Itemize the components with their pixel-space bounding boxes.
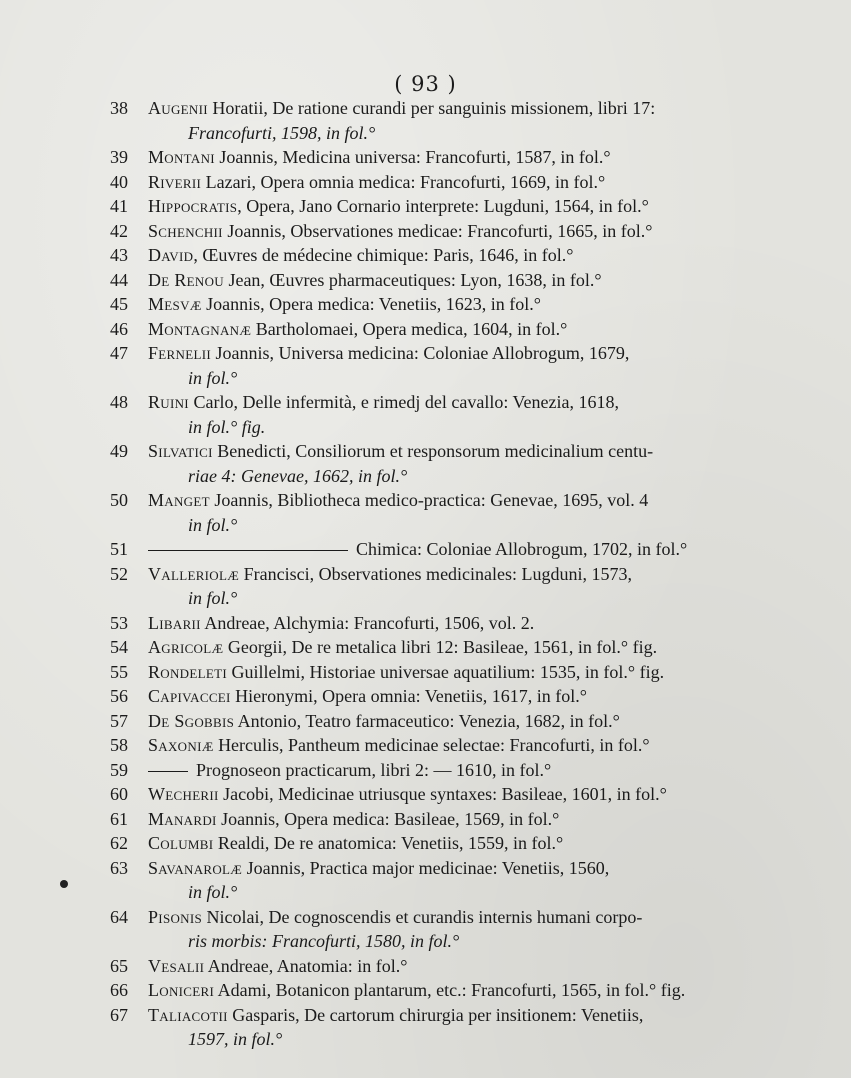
author-name: Montagnanæ: [148, 318, 252, 339]
bibliography-entry: [110, 905, 830, 954]
entry-text: Joannis, Observationes medicae: Francofurti, 1665, in fol.°: [222, 220, 653, 241]
entry-line: [148, 268, 830, 293]
bibliography-entry: [110, 684, 830, 709]
entry-number: 41: [110, 196, 128, 216]
entry-number: 50: [110, 490, 128, 510]
entry-text: Lazari, Opera omnia medica: Francofurti, 1669, in fol.°: [201, 171, 606, 192]
bibliography-entry: [110, 145, 830, 170]
author-name: Augenii: [148, 98, 208, 118]
author-name: Valleriolæ: [148, 563, 240, 584]
entry-continuation: ris morbis: Francofurti, 1580, in fol.°: [188, 931, 460, 951]
entry-text: Herculis, Pantheum medicinae selectae: Francofurti, in fol.°: [213, 735, 650, 755]
entry-line: [148, 807, 830, 832]
bibliography-entry: [110, 194, 830, 219]
ditto-dash: [148, 550, 348, 551]
ink-mark: [60, 880, 68, 888]
entry-text: Prognoseon practicarum, libri 2: — 1610, in fol.°: [196, 759, 552, 780]
entry-number: 54: [110, 637, 128, 657]
bibliography-entry: [110, 243, 830, 268]
entry-line: [148, 488, 830, 513]
author-name: Schenchii: [148, 220, 223, 241]
entry-text: , Œuvres de médecine chimique: Paris, 1646, in fol.°: [193, 245, 574, 265]
entry-line: [148, 831, 830, 856]
entry-number: 49: [110, 441, 128, 461]
entry-line: [148, 660, 830, 685]
page-number: ( 93 ): [394, 72, 457, 96]
author-name: Taliacotii: [148, 1004, 228, 1025]
entry-line: [148, 390, 830, 415]
author-name: Savanarolæ: [148, 857, 243, 878]
author-name: Manget: [148, 490, 210, 510]
entry-number: 53: [110, 612, 128, 633]
entry-text: Adami, Botanicon plantarum, etc.: Francofurti, 1565, in fol.° fig.: [214, 980, 686, 1000]
entry-line: [148, 733, 830, 758]
bibliography-entry: [110, 954, 830, 979]
author-name: Manardi: [148, 808, 217, 829]
bibliography-entry: [110, 488, 830, 537]
author-name: Pisonis: [148, 906, 203, 927]
ditto-dash: [148, 771, 188, 772]
bibliography-entry: [110, 733, 830, 758]
bibliography-entry: [110, 611, 830, 636]
entry-line: [148, 317, 830, 342]
author-name: De Sgobbis: [148, 710, 235, 731]
entry-line: [148, 145, 830, 170]
entry-text: Joannis, Bibliotheca medico-practica: Genevae, 1695, vol. 4: [209, 490, 649, 510]
bibliography-entry: [110, 390, 830, 439]
entry-number: 66: [110, 980, 128, 1000]
entry-text: Andreae, Alchymia: Francofurti, 1506, vol. 2.: [200, 612, 535, 633]
entry-line: [148, 954, 830, 979]
entry-number: 45: [110, 294, 128, 314]
entry-number: 48: [110, 392, 128, 412]
entry-line: [148, 96, 830, 121]
bibliography-entry: [110, 807, 830, 832]
entry-text: Realdi, De re anatomica: Venetiis, 1559, in fol.°: [213, 833, 564, 853]
entry-line: [148, 537, 830, 562]
bibliography-entry: [110, 856, 830, 905]
author-name: Hippocratis: [148, 196, 238, 216]
entry-text: Benedicti, Consiliorum et responsorum medicinalium centu-: [212, 441, 654, 461]
author-name: David: [148, 245, 194, 265]
bibliography-entry: [110, 1003, 830, 1052]
entry-number: 65: [110, 955, 128, 976]
entry-line: [148, 341, 830, 366]
entry-line: [148, 758, 830, 783]
entry-text: Horatii, De ratione curandi per sanguinis missionem, libri 17:: [207, 98, 656, 118]
entry-number: 63: [110, 857, 128, 878]
entry-continuation: in fol.°: [188, 588, 238, 608]
entry-text: Chimica: Coloniae Allobrogum, 1702, in fol.°: [356, 539, 688, 559]
entry-number: 58: [110, 735, 128, 755]
entry-continuation: in fol.° fig.: [188, 416, 266, 437]
entry-line: [148, 978, 830, 1003]
entry-text: Joannis, Medicina universa: Francofurti, 1587, in fol.°: [214, 147, 611, 167]
entry-number: 67: [110, 1004, 128, 1025]
entry-line: [148, 856, 830, 881]
entry-line: [148, 292, 830, 317]
bibliography-entry: [110, 635, 830, 660]
bibliography-list: [110, 96, 830, 1052]
entry-text: Joannis, Opera medica: Basileae, 1569, in fol.°: [216, 808, 560, 829]
bibliography-entry: [110, 96, 830, 145]
entry-text: Antonio, Teatro farmaceutico: Venezia, 1682, in fol.°: [234, 710, 620, 731]
entry-text: Joannis, Practica major medicinae: Venetiis, 1560,: [242, 857, 610, 878]
author-name: Rondeleti: [148, 661, 227, 682]
entry-text: Carlo, Delle infermità, e rimedj del cavallo: Venezia, 1618,: [188, 392, 619, 412]
entry-number: 47: [110, 343, 128, 363]
author-name: Loniceri: [148, 980, 215, 1000]
entry-number: 44: [110, 269, 128, 290]
entry-text: Francisci, Observationes medicinales: Lugduni, 1573,: [239, 563, 633, 584]
entry-line: [148, 611, 830, 636]
entry-number: 59: [110, 759, 128, 780]
entry-line: [148, 684, 830, 709]
entry-line: [148, 562, 830, 587]
bibliography-entry: [110, 562, 830, 611]
author-name: Agricolæ: [148, 637, 224, 657]
author-name: Columbi: [148, 833, 214, 853]
bibliography-entry: [110, 439, 830, 488]
bibliography-entry: [110, 709, 830, 734]
bibliography-entry: [110, 219, 830, 244]
bibliography-entry: [110, 537, 830, 562]
author-name: Montani: [148, 147, 215, 167]
author-name: Vesalii: [148, 955, 205, 976]
entry-number: 52: [110, 563, 128, 584]
bibliography-entry: [110, 170, 830, 195]
author-name: Capivaccei: [148, 686, 231, 706]
author-name: Saxoniæ: [148, 735, 214, 755]
entry-text: Andreae, Anatomia: in fol.°: [204, 955, 408, 976]
entry-number: 46: [110, 318, 128, 339]
entry-line: [148, 219, 830, 244]
entry-line: [148, 635, 830, 660]
entry-line: [148, 439, 830, 464]
entry-continuation: in fol.°: [188, 367, 238, 388]
entry-number: 60: [110, 784, 128, 804]
entry-number: 43: [110, 245, 128, 265]
entry-continuation: riae 4: Genevae, 1662, in fol.°: [188, 465, 408, 486]
entry-continuation: 1597, in fol.°: [188, 1029, 283, 1049]
entry-text: Jacobi, Medicinae utriusque syntaxes: Basileae, 1601, in fol.°: [218, 784, 667, 804]
entry-continuation: in fol.°: [188, 514, 238, 535]
bibliography-entry: [110, 317, 830, 342]
bibliography-entry: [110, 758, 830, 783]
entry-text: Nicolai, De cognoscendis et curandis internis humani corpo-: [202, 906, 643, 927]
entry-line: [148, 194, 830, 219]
entry-line: [148, 170, 830, 195]
author-name: Mesvæ: [148, 294, 202, 314]
author-name: Wecherii: [148, 784, 219, 804]
bibliography-entry: [110, 660, 830, 685]
entry-number: 39: [110, 147, 128, 167]
entry-text: Guillelmi, Historiae universae aquatilium: 1535, in fol.° fig.: [226, 661, 665, 682]
entry-number: 57: [110, 710, 128, 731]
entry-number: 40: [110, 171, 128, 192]
author-name: Silvatici: [148, 441, 213, 461]
author-name: Fernelii: [148, 343, 211, 363]
entry-text: Bartholomaei, Opera medica, 1604, in fol.°: [251, 318, 568, 339]
entry-number: 61: [110, 808, 128, 829]
bibliography-entry: [110, 292, 830, 317]
author-name: Riverii: [148, 171, 202, 192]
entry-line: [148, 709, 830, 734]
entry-text: Joannis, Universa medicina: Coloniae Allobrogum, 1679,: [210, 343, 630, 363]
entry-text: , Opera, Jano Cornario interprete: Lugduni, 1564, in fol.°: [237, 196, 649, 216]
entry-line: [148, 1003, 830, 1028]
entry-text: Gasparis, De cartorum chirurgia per insitionem: Venetiis,: [227, 1004, 644, 1025]
bibliography-entry: [110, 831, 830, 856]
entry-continuation: Francofurti, 1598, in fol.°: [188, 122, 376, 143]
entry-line: [148, 243, 830, 268]
entry-number: 64: [110, 906, 128, 927]
entry-text: Jean, Œuvres pharmaceutiques: Lyon, 1638, in fol.°: [223, 269, 602, 290]
entry-line: [148, 905, 830, 930]
author-name: Ruini: [148, 392, 189, 412]
entry-text: Hieronymi, Opera omnia: Venetiis, 1617, in fol.°: [230, 686, 587, 706]
entry-number: 56: [110, 686, 128, 706]
bibliography-entry: [110, 978, 830, 1003]
bibliography-entry: [110, 341, 830, 390]
entry-text: Joannis, Opera medica: Venetiis, 1623, in fol.°: [201, 294, 541, 314]
author-name: Libarii: [148, 612, 201, 633]
author-name: De Renou: [148, 269, 224, 290]
entry-text: Georgii, De re metalica libri 12: Basileae, 1561, in fol.° fig.: [223, 637, 658, 657]
entry-number: 42: [110, 220, 128, 241]
entry-line: [148, 782, 830, 807]
entry-continuation: in fol.°: [188, 882, 238, 902]
entry-number: 38: [110, 98, 128, 118]
entry-number: 62: [110, 833, 128, 853]
bibliography-entry: [110, 268, 830, 293]
entry-number: 51: [110, 539, 128, 559]
bibliography-entry: [110, 782, 830, 807]
entry-number: 55: [110, 661, 128, 682]
